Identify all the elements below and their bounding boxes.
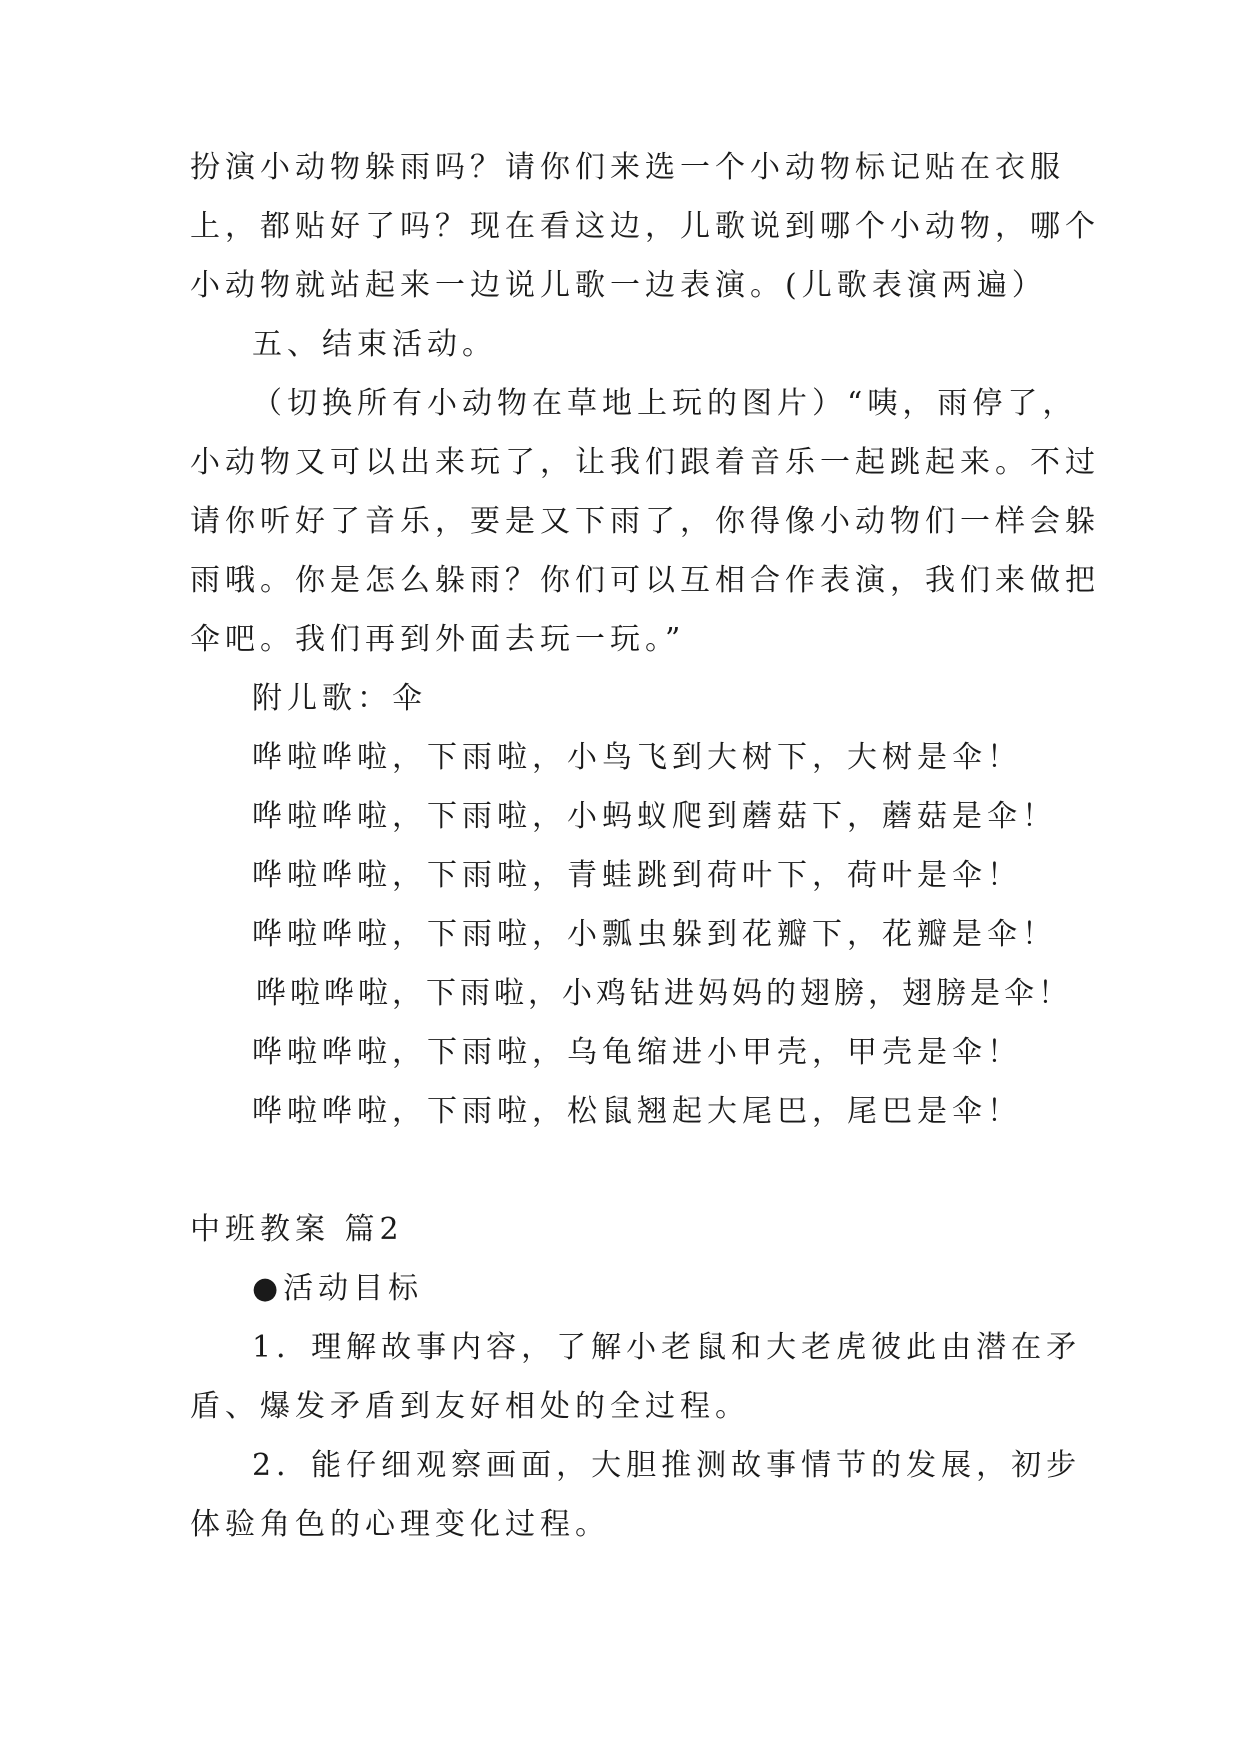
goal-2-line-2: 体验角色的心理变化过程。 [190, 1507, 610, 1542]
rhyme-line: 哗啦哗啦，下雨啦，小瓢虫躲到花瓣下，花瓣是伞！ [252, 917, 1057, 952]
goal-1-line-1: 1．理解故事内容，了解小老鼠和大老虎彼此由潜在矛 [252, 1330, 1082, 1365]
paragraph-1-line-3: 小动物就站起来一边说儿歌一边表演。(儿歌表演两遍） [190, 268, 1047, 303]
rhyme-line: 哗啦哗啦，下雨啦，小鸡钻进妈妈的翅膀，翅膀是伞！ [256, 976, 1072, 1011]
article-2-title: 中班教案 篇2 [190, 1212, 404, 1247]
paragraph-1-line-1: 扮演小动物躲雨吗？请你们来选一个小动物标记贴在衣服 [190, 150, 1065, 185]
rhyme-line: 哗啦哗啦，下雨啦，小蚂蚁爬到蘑菇下，蘑菇是伞！ [252, 799, 1057, 834]
paragraph-2-line-3: 请你听好了音乐，要是又下雨了，你得像小动物们一样会躲 [190, 504, 1100, 539]
paragraph-2-line-2: 小动物又可以出来玩了，让我们跟着音乐一起跳起来。不过 [190, 445, 1100, 480]
paragraph-2-line-5: 伞吧。我们再到外面去玩一玩。” [190, 622, 686, 657]
goal-2-line-1: 2．能仔细观察画面，大胆推测故事情节的发展，初步 [252, 1448, 1082, 1483]
rhyme-line: 哗啦哗啦，下雨啦，青蛙跳到荷叶下，荷叶是伞！ [252, 858, 1022, 893]
rhyme-line: 哗啦哗啦，下雨啦，乌龟缩进小甲壳，甲壳是伞！ [252, 1035, 1022, 1070]
goals-heading: ●活动目标 [252, 1271, 424, 1306]
section-5-heading: 五、结束活动。 [252, 327, 497, 362]
paragraph-2-line-1: （切换所有小动物在草地上玩的图片）“咦，雨停了， [252, 386, 1078, 421]
rhyme-line: 哗啦哗啦，下雨啦，小鸟飞到大树下，大树是伞！ [252, 740, 1022, 775]
rhyme-line: 哗啦哗啦，下雨啦，松鼠翘起大尾巴，尾巴是伞！ [252, 1094, 1022, 1129]
goal-1-line-2: 盾、爆发矛盾到友好相处的全过程。 [190, 1389, 750, 1424]
rhyme-title: 附儿歌：伞 [252, 681, 427, 716]
paragraph-1-line-2: 上，都贴好了吗？现在看这边，儿歌说到哪个小动物，哪个 [190, 209, 1100, 244]
paragraph-2-line-4: 雨哦。你是怎么躲雨？你们可以互相合作表演，我们来做把 [190, 563, 1100, 598]
